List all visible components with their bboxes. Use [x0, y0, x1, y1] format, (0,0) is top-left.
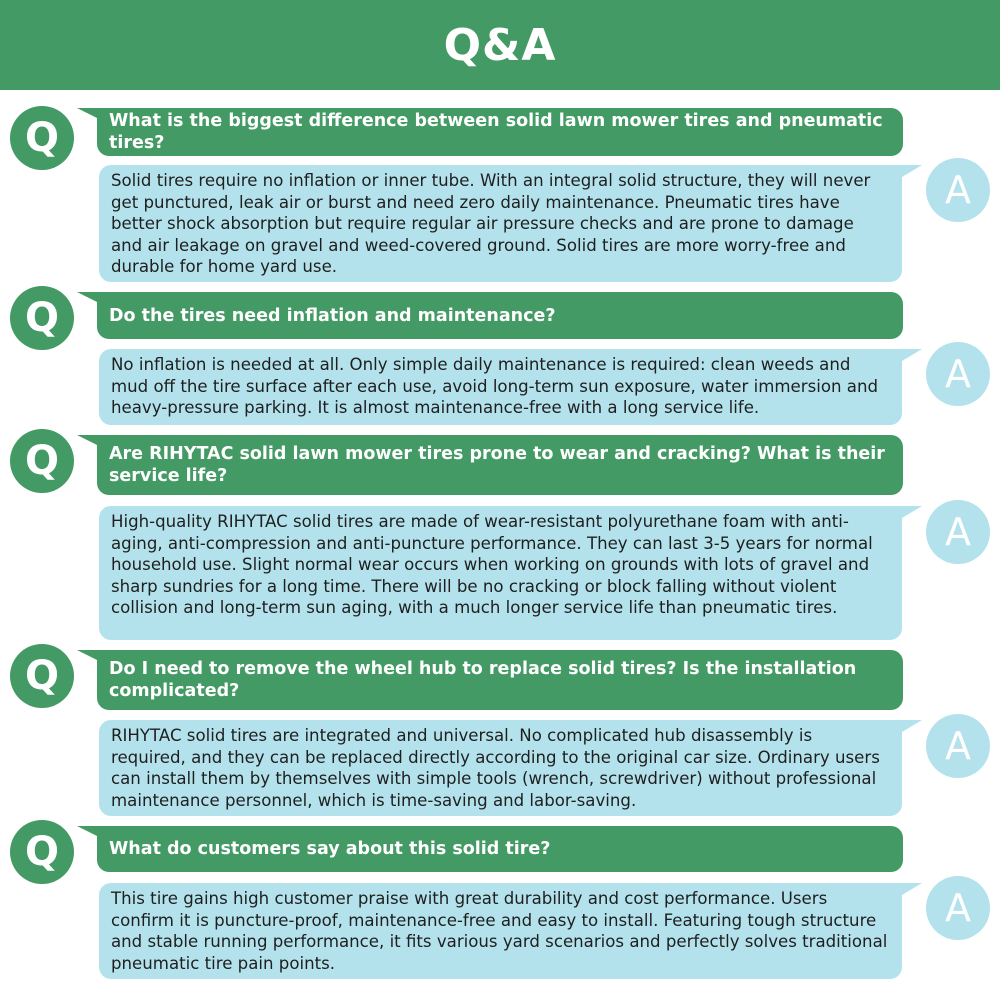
answer-text: High-quality RIHYTAC solid tires are made of wear-resistant polyurethane foam with anti-aging, anti-compression and anti-puncture performance. They can last 3-5 years for normal household use. Slight normal wear occurs when working on grounds with lots of gravel and sharp sundries for a long time. There will be no cracking or block falling without violent collision and long-term sun aging, with a much longer service life than pneumatic tires. [111, 512, 873, 618]
answer-icon: A [926, 158, 990, 222]
answer-icon: A [926, 342, 990, 406]
question-bubble-1 [97, 108, 903, 156]
question-bubble-3 [97, 435, 903, 495]
question-icon: Q [10, 106, 74, 170]
question-text: Are RIHYTAC solid lawn mower tires prone to wear and cracking? What is their service life? [109, 444, 885, 486]
question-icon: Q [10, 286, 74, 350]
page-title: Q&A [443, 19, 557, 71]
question-text: What is the biggest difference between solid lawn mower tires and pneumatic tires? [109, 111, 883, 153]
answer-text: RIHYTAC solid tires are integrated and universal. No complicated hub disassembly is required, and they can be replaced directly according to the original car size. Ordinary users can install them by themselves with simple tools (wrench, screwdriver) without professional maintenance personnel, which is time-saving and labor-saving. [111, 726, 880, 810]
answer-bubble-2 [99, 349, 902, 425]
answer-bubble-3 [99, 506, 902, 640]
question-text: Do the tires need inflation and maintenance? [109, 305, 556, 326]
question-icon: Q [10, 820, 74, 884]
question-text: What do customers say about this solid tire? [109, 839, 551, 859]
answer-bubble-4 [99, 720, 902, 816]
answer-bubble-5 [99, 883, 902, 979]
answer-text: Solid tires require no inflation or inner tube. With an integral solid structure, they will never get punctured, leak air or burst and need zero daily maintenance. Pneumatic tires have better shock absorption but require regular air pressure checks and are prone to damage and air leakage on gravel and weed-covered ground. Solid tires are more worry-free and durable for home yard use. [111, 171, 871, 277]
question-bubble-5 [97, 826, 903, 872]
answer-icon: A [926, 876, 990, 940]
answer-text: This tire gains high customer praise with great durability and cost performance. Users confirm it is puncture-proof, maintenance-free and easy to install. Featuring tough structure and stable running performance, it fits various yard scenarios and perfectly solves traditional pneumatic tire pain points. [111, 889, 888, 973]
question-text: Do I need to remove the wheel hub to replace solid tires? Is the installation complicated? [109, 659, 857, 701]
answer-icon: A [926, 500, 990, 564]
page-header [0, 0, 1000, 90]
question-bubble-4 [97, 650, 903, 710]
answer-icon: A [926, 714, 990, 778]
question-icon: Q [10, 429, 74, 493]
answer-bubble-1 [99, 165, 902, 282]
question-icon: Q [10, 644, 74, 708]
question-bubble-2 [97, 292, 903, 339]
answer-text: No inflation is needed at all. Only simple daily maintenance is required: clean weeds and mud off the tire surface after each use, avoid long-term sun exposure, water immersion and heavy-pressure parking. It is almost maintenance-free with a long service life. [111, 355, 878, 418]
